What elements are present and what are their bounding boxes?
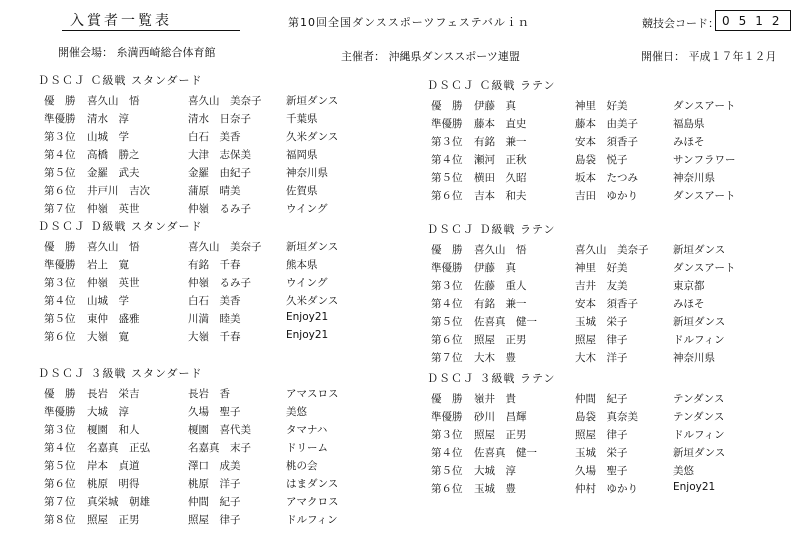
male-dancer: 仲嶺 英世 (87, 277, 140, 289)
female-dancer: 榎園 喜代美 (188, 424, 251, 436)
female-dancer: 大木 洋子 (575, 352, 628, 364)
event-name: 第10回全国ダンススポーツフェステバルｉｎ (288, 16, 530, 29)
female-dancer: 大嶺 千春 (188, 331, 241, 343)
organizer: 主催者： 沖縄県ダンススポーツ連盟 (341, 50, 520, 63)
result-row (38, 147, 418, 165)
venue: 開催会場： 糸満西崎総合体育館 (58, 46, 216, 59)
rank: 第８位 (44, 514, 76, 526)
affiliation: みほそ (673, 136, 705, 148)
male-dancer: 東仲 盛雅 (87, 313, 140, 325)
competition-code-box: 0512 (715, 10, 791, 31)
affiliation: 佐賀県 (286, 185, 318, 197)
result-row (427, 188, 806, 206)
rank: 第６位 (44, 331, 76, 343)
male-dancer: 佐藤 重人 (474, 280, 527, 292)
affiliation: 福島県 (673, 118, 705, 130)
result-row (427, 134, 806, 152)
male-dancer: 玉城 豊 (474, 483, 516, 495)
page-title: 入賞者一覧表 (70, 13, 172, 29)
female-dancer: 照屋 律子 (575, 334, 628, 346)
result-row (38, 239, 418, 257)
male-dancer: 照屋 正男 (474, 429, 527, 441)
male-dancer: 喜久山 悟 (87, 95, 140, 107)
affiliation: アマクロス (286, 496, 339, 508)
affiliation: ダンスアート (673, 190, 736, 202)
female-dancer: 長岩 香 (188, 388, 230, 400)
female-dancer: 桃原 洋子 (188, 478, 241, 490)
rank: 準優勝 (431, 118, 463, 130)
result-row (427, 350, 806, 368)
affiliation: タマナハ (286, 424, 328, 436)
rank: 第６位 (44, 185, 76, 197)
rank: 第３位 (431, 429, 463, 441)
male-dancer: 山城 学 (87, 295, 129, 307)
female-dancer: 吉田 ゆかり (575, 190, 638, 202)
female-dancer: 安本 須香子 (575, 298, 638, 310)
affiliation: 福岡県 (286, 149, 318, 161)
female-dancer: 白石 美香 (188, 131, 241, 143)
rank: 準優勝 (44, 406, 76, 418)
result-row (427, 260, 806, 278)
result-row (38, 129, 418, 147)
female-dancer: 喜久山 美奈子 (188, 95, 262, 107)
section-3-latin (427, 371, 806, 499)
affiliation: ダンスアート (673, 100, 736, 112)
affiliation: 神奈川県 (673, 172, 715, 184)
female-dancer: 蒲原 晴美 (188, 185, 241, 197)
male-dancer: 照屋 正男 (474, 334, 527, 346)
result-row (427, 445, 806, 463)
section-d-standard (38, 219, 418, 347)
result-row (38, 201, 418, 219)
male-dancer: 伊藤 真 (474, 100, 516, 112)
male-dancer: 大嶺 寛 (87, 331, 129, 343)
male-dancer: 山城 学 (87, 131, 129, 143)
competition-code-label: 競技会コード： (642, 17, 719, 30)
female-dancer: 仲村 ゆかり (575, 483, 638, 495)
result-row (38, 404, 418, 422)
result-row (427, 332, 806, 350)
male-dancer: 砂川 昌輝 (474, 411, 527, 423)
rank: 第７位 (431, 352, 463, 364)
female-dancer: 金羅 由紀子 (188, 167, 251, 179)
section-title: ＤＳＣＪ ３級戦 ラテン (427, 372, 556, 385)
affiliation: ドルフィン (673, 334, 725, 346)
male-dancer: 大城 淳 (87, 406, 129, 418)
rank: 第４位 (44, 295, 76, 307)
result-row (427, 409, 806, 427)
affiliation: アマスロス (286, 388, 339, 400)
female-dancer: 大津 志保美 (188, 149, 251, 161)
rank: 第４位 (431, 298, 463, 310)
male-dancer: 清水 淳 (87, 113, 129, 125)
affiliation: Enjoy21 (286, 329, 329, 341)
female-dancer: 玉城 栄子 (575, 447, 628, 459)
female-dancer: 名嘉真 末子 (188, 442, 251, 454)
affiliation: 新垣ダンス (673, 316, 726, 328)
male-dancer: 岩上 寛 (87, 259, 129, 271)
male-dancer: 佐喜真 健一 (474, 447, 537, 459)
affiliation: 久米ダンス (286, 295, 339, 307)
male-dancer: 仲嶺 英世 (87, 203, 140, 215)
result-row (38, 494, 418, 512)
male-dancer: 高橋 勝之 (87, 149, 140, 161)
result-row (38, 476, 418, 494)
male-dancer: 有銘 兼一 (474, 136, 527, 148)
rank: 第３位 (431, 280, 463, 292)
male-dancer: 喜久山 悟 (87, 241, 140, 253)
rank: 第６位 (44, 478, 76, 490)
result-row (38, 458, 418, 476)
affiliation: はまダンス (286, 478, 339, 490)
rank: 第５位 (44, 460, 76, 472)
affiliation: ドルフィン (286, 514, 338, 526)
female-dancer: 照屋 律子 (575, 429, 628, 441)
rank: 第７位 (44, 203, 76, 215)
male-dancer: 吉本 和夫 (474, 190, 527, 202)
result-row (427, 98, 806, 116)
female-dancer: 久場 聖子 (575, 465, 628, 477)
rank: 準優勝 (44, 113, 76, 125)
affiliation: 熊本県 (286, 259, 318, 271)
result-row (38, 386, 418, 404)
result-row (38, 93, 418, 111)
affiliation: 東京都 (673, 280, 705, 292)
male-dancer: 嶺井 貴 (474, 393, 516, 405)
rank: 第４位 (44, 442, 76, 454)
female-dancer: 吉井 友美 (575, 280, 628, 292)
section-c-latin (427, 78, 806, 206)
affiliation: 美悠 (286, 406, 307, 418)
male-dancer: 榎園 和人 (87, 424, 140, 436)
male-dancer: 伊藤 真 (474, 262, 516, 274)
affiliation: 新垣ダンス (673, 244, 726, 256)
female-dancer: 仲間 紀子 (575, 393, 628, 405)
female-dancer: 有銘 千春 (188, 259, 241, 271)
title-underline (62, 30, 240, 31)
affiliation: 千葉県 (286, 113, 318, 125)
affiliation: 新垣ダンス (286, 241, 339, 253)
female-dancer: 坂本 たつみ (575, 172, 638, 184)
affiliation: ウイング (286, 277, 328, 289)
rank: 優 勝 (44, 388, 76, 400)
rank: 準優勝 (44, 259, 76, 271)
male-dancer: 真栄城 朝雄 (87, 496, 150, 508)
result-row (427, 242, 806, 260)
result-row (427, 314, 806, 332)
result-row (38, 293, 418, 311)
male-dancer: 岸本 貞道 (87, 460, 140, 472)
affiliation: サンフラワー (673, 154, 736, 166)
result-row (38, 257, 418, 275)
result-row (427, 481, 806, 499)
rank: 第６位 (431, 483, 463, 495)
rank: 第５位 (431, 172, 463, 184)
female-dancer: 照屋 律子 (188, 514, 241, 526)
rank: 優 勝 (431, 393, 463, 405)
result-row (38, 111, 418, 129)
rank: 第３位 (431, 136, 463, 148)
male-dancer: 名嘉真 正弘 (87, 442, 150, 454)
affiliation: テンダンス (673, 393, 725, 405)
male-dancer: 有銘 兼一 (474, 298, 527, 310)
section-3-standard (38, 366, 418, 530)
result-row (427, 170, 806, 188)
section-title: ＤＳＣＪ Ｄ級戦 スタンダード (38, 220, 203, 233)
result-row (427, 427, 806, 445)
male-dancer: 大城 淳 (474, 465, 516, 477)
female-dancer: 仲嶺 るみ子 (188, 203, 251, 215)
female-dancer: 神里 好美 (575, 100, 628, 112)
rank: 優 勝 (431, 244, 463, 256)
male-dancer: 桃原 明得 (87, 478, 140, 490)
section-title: ＤＳＣＪ Ｄ級戦 ラテン (427, 223, 556, 236)
section-title: ＤＳＣＪ ３級戦 スタンダード (38, 367, 203, 380)
female-dancer: 喜久山 美奈子 (575, 244, 649, 256)
section-title: ＤＳＣＪ Ｃ級戦 スタンダード (38, 74, 203, 87)
female-dancer: 島袋 真奈美 (575, 411, 638, 423)
rank: 第６位 (431, 334, 463, 346)
affiliation: Enjoy21 (286, 311, 329, 323)
affiliation: ウイング (286, 203, 328, 215)
rank: 優 勝 (431, 100, 463, 112)
section-d-latin (427, 222, 806, 368)
result-row (427, 391, 806, 409)
affiliation: ドリーム (286, 442, 328, 454)
rank: 第３位 (44, 131, 76, 143)
male-dancer: 長岩 栄吉 (87, 388, 140, 400)
section-title: ＤＳＣＪ Ｃ級戦 ラテン (427, 79, 556, 92)
female-dancer: 仲間 紀子 (188, 496, 241, 508)
female-dancer: 島袋 悦子 (575, 154, 628, 166)
male-dancer: 照屋 正男 (87, 514, 140, 526)
affiliation: ドルフィン (673, 429, 725, 441)
female-dancer: 喜久山 美奈子 (188, 241, 262, 253)
affiliation: 神奈川県 (673, 352, 715, 364)
rank: 第７位 (44, 496, 76, 508)
male-dancer: 横田 久昭 (474, 172, 527, 184)
female-dancer: 安本 須香子 (575, 136, 638, 148)
affiliation: 久米ダンス (286, 131, 339, 143)
result-row (427, 463, 806, 481)
result-row (38, 329, 418, 347)
rank: 第５位 (431, 465, 463, 477)
female-dancer: 白石 美香 (188, 295, 241, 307)
result-row (38, 422, 418, 440)
affiliation: 新垣ダンス (286, 95, 339, 107)
result-row (38, 311, 418, 329)
male-dancer: 瀬河 正秋 (474, 154, 527, 166)
result-row (38, 275, 418, 293)
female-dancer: 仲嶺 るみ子 (188, 277, 251, 289)
result-row (427, 278, 806, 296)
affiliation: みほそ (673, 298, 705, 310)
rank: 準優勝 (431, 262, 463, 274)
rank: 第５位 (44, 313, 76, 325)
male-dancer: 大木 豊 (474, 352, 516, 364)
female-dancer: 久場 聖子 (188, 406, 241, 418)
female-dancer: 神里 好美 (575, 262, 628, 274)
result-row (427, 116, 806, 134)
result-row (38, 440, 418, 458)
result-row (38, 165, 418, 183)
female-dancer: 藤本 由美子 (575, 118, 638, 130)
affiliation: Enjoy21 (673, 481, 716, 493)
male-dancer: 金羅 武夫 (87, 167, 140, 179)
affiliation: ダンスアート (673, 262, 736, 274)
section-c-standard (38, 73, 418, 219)
female-dancer: 川満 睦美 (188, 313, 241, 325)
affiliation: 新垣ダンス (673, 447, 726, 459)
male-dancer: 佐喜真 健一 (474, 316, 537, 328)
female-dancer: 清水 日奈子 (188, 113, 251, 125)
male-dancer: 喜久山 悟 (474, 244, 527, 256)
event-date: 開催日： 平成１７年１２月 (641, 50, 777, 63)
result-row (38, 512, 418, 530)
affiliation: テンダンス (673, 411, 725, 423)
rank: 第６位 (431, 190, 463, 202)
female-dancer: 澤口 成美 (188, 460, 241, 472)
rank: 優 勝 (44, 241, 76, 253)
rank: 第４位 (431, 154, 463, 166)
male-dancer: 井戸川 吉次 (87, 185, 150, 197)
male-dancer: 藤本 直史 (474, 118, 527, 130)
rank: 第５位 (431, 316, 463, 328)
result-row (427, 152, 806, 170)
rank: 第３位 (44, 277, 76, 289)
rank: 準優勝 (431, 411, 463, 423)
female-dancer: 玉城 栄子 (575, 316, 628, 328)
affiliation: 桃の会 (286, 460, 318, 472)
rank: 第４位 (44, 149, 76, 161)
result-row (38, 183, 418, 201)
result-row (427, 296, 806, 314)
rank: 第３位 (44, 424, 76, 436)
affiliation: 美悠 (673, 465, 694, 477)
affiliation: 神奈川県 (286, 167, 328, 179)
rank: 第５位 (44, 167, 76, 179)
rank: 優 勝 (44, 95, 76, 107)
rank: 第４位 (431, 447, 463, 459)
